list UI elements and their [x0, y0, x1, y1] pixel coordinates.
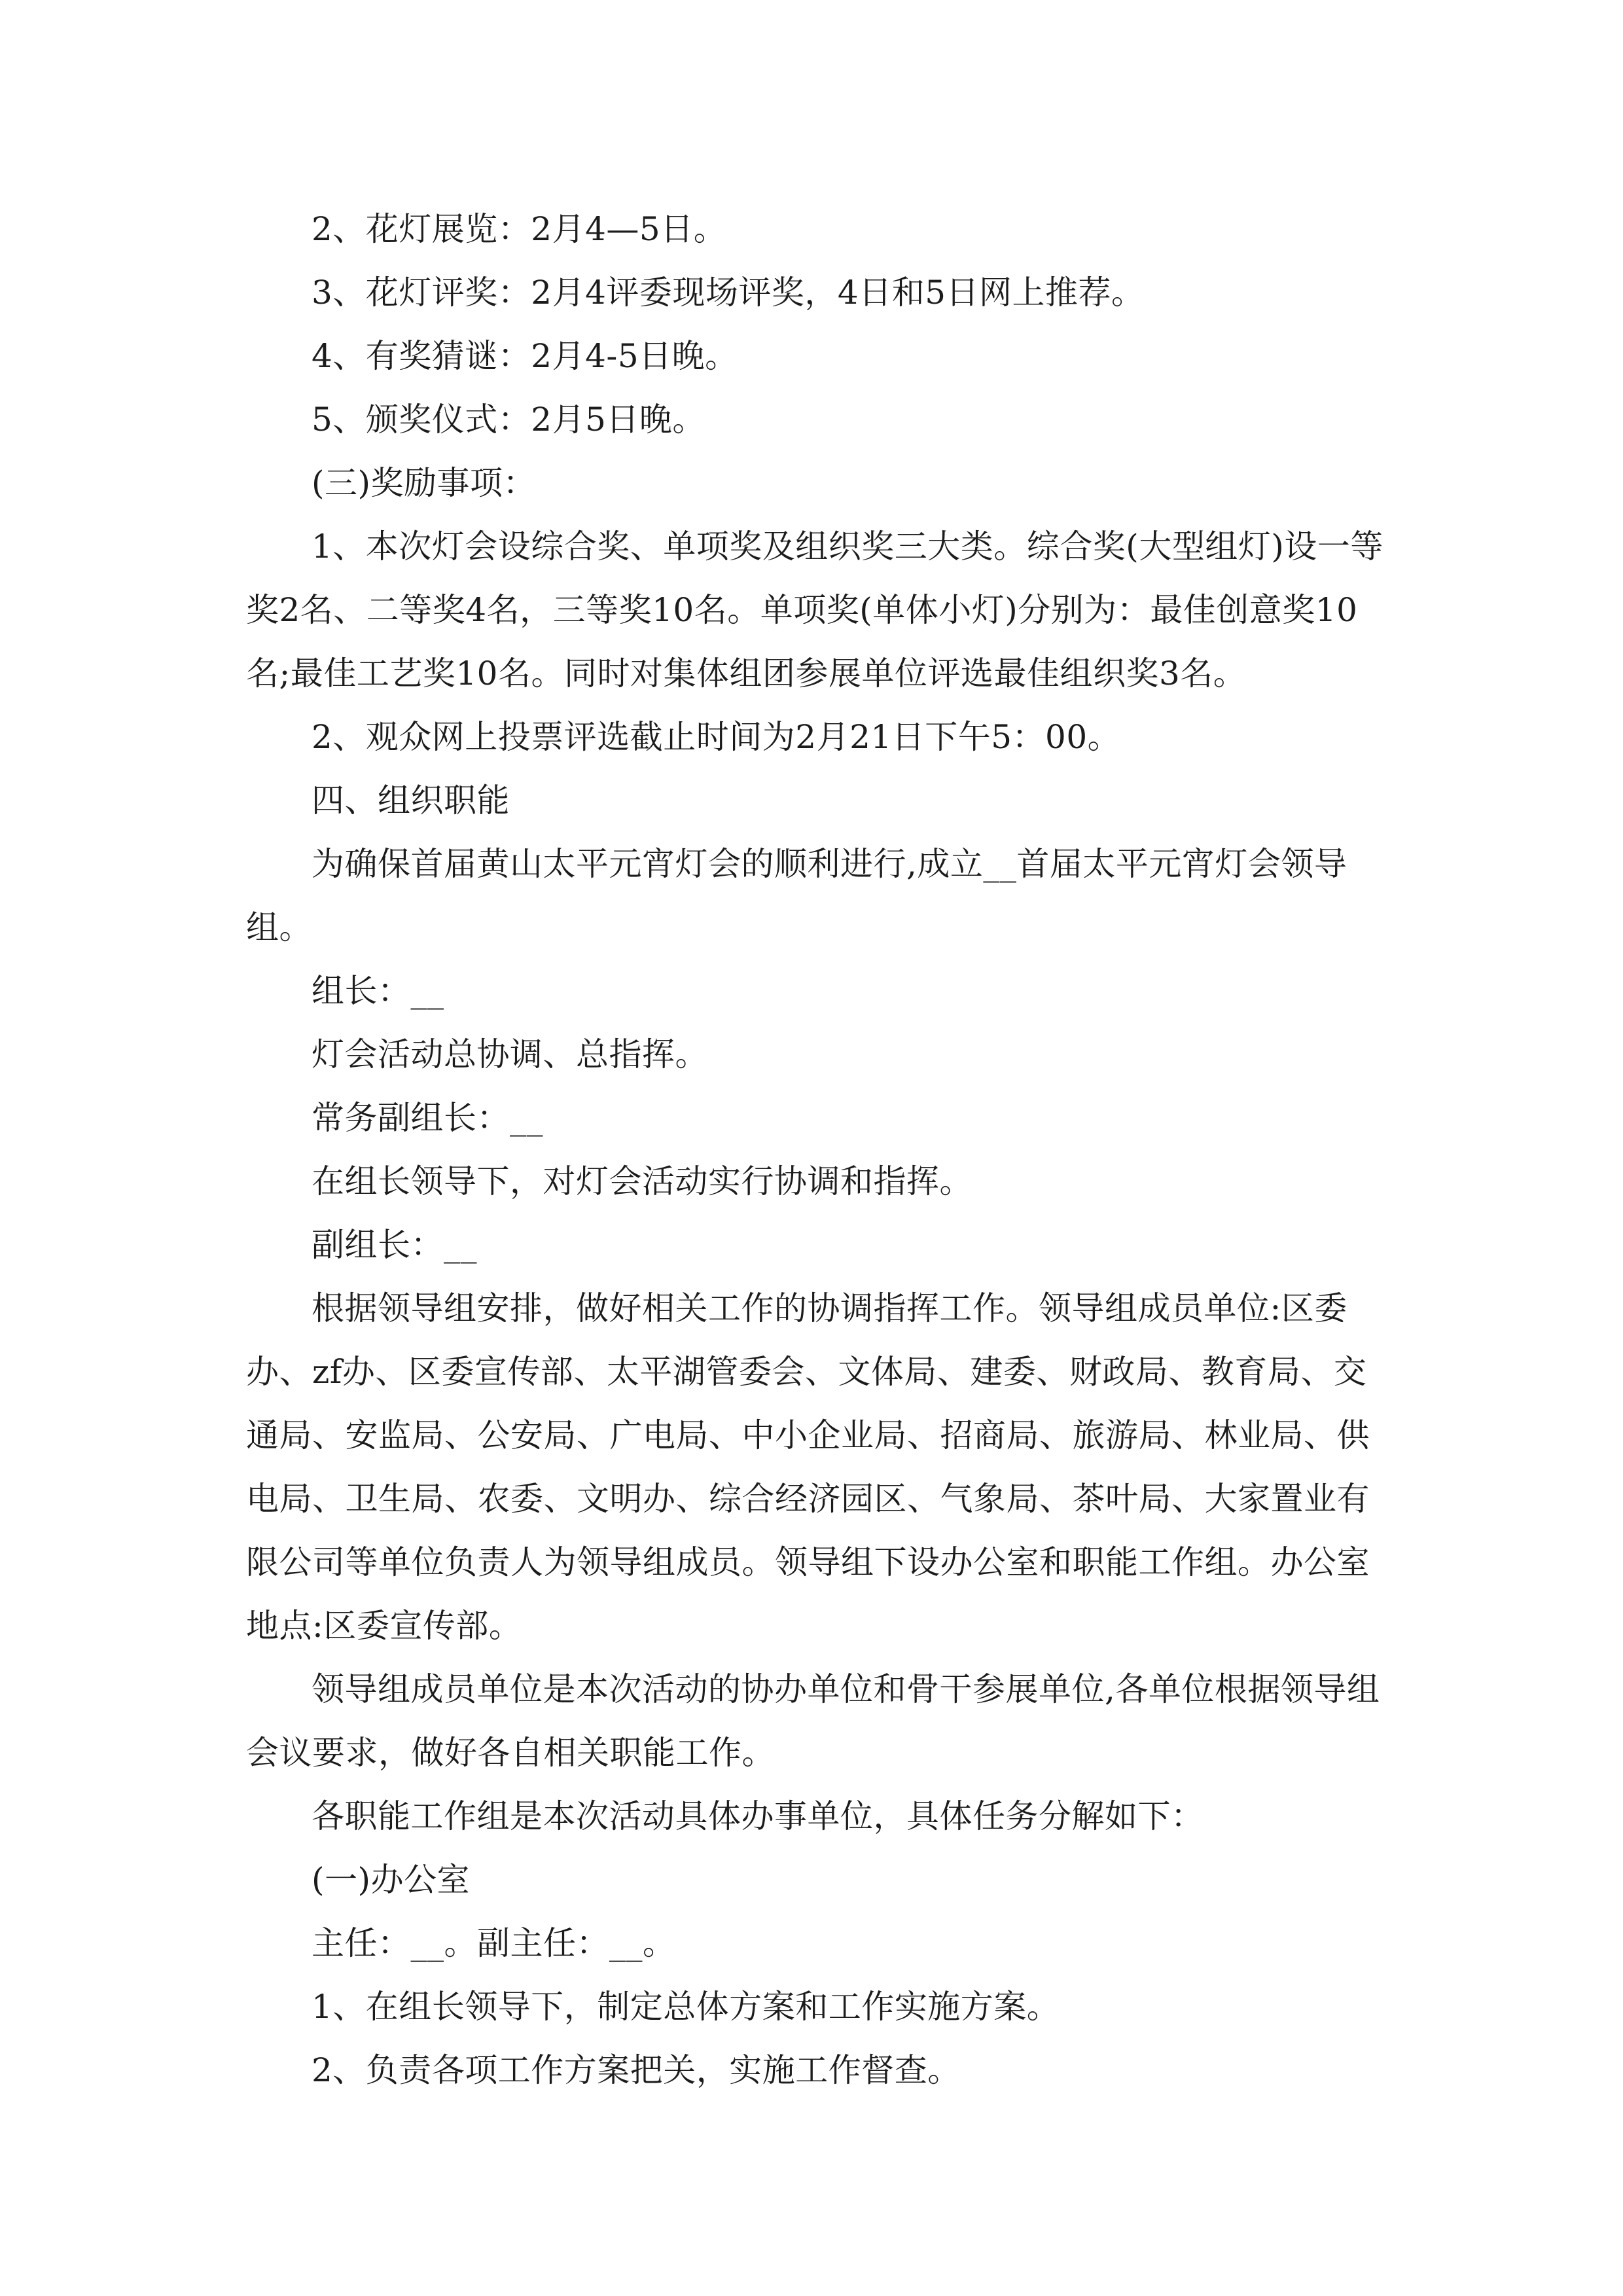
paragraph-award-categories: 1、本次灯会设综合奖、单项奖及组织奖三大类。综合奖(大型组灯)设一等奖2名、二等奖4名，三等奖10名。单项奖(单体小灯)分别为：最佳创意奖10名;最佳工艺奖10名。同时对集体组团参展单位评选最佳组织奖3名。 [246, 528, 1383, 692]
paragraph-office-directors: 主任：__。副主任：__。 [312, 1924, 676, 1962]
paragraph-leadership-group: 为确保首届黄山太平元宵灯会的顺利进行,成立__首届太平元宵灯会领导组。 [246, 845, 1347, 946]
paragraph-judging-date: 3、花灯评奖：2月4评委现场评奖，4日和5日网上推荐。 [312, 274, 1145, 312]
section-heading-office: (一)办公室 [312, 1861, 471, 1899]
paragraph-member-units: 根据领导组安排，做好相关工作的协调指挥工作。领导组成员单位:区委办、zf办、区委宣传部、太平湖管委会、文体局、建委、财政局、教育局、交通局、安监局、公安局、广电局、中小企业局、招商局、旅游局、林业局、供电局、卫生局、农委、文明办、综合经济园区、气象局、茶叶局、大家置业有限公司等单位负责人为领导组成员。领导组下设办公室和职能工作组。办公室地点:区委宣传部。 [246, 1289, 1370, 1645]
paragraph-office-task-1: 1、在组长领导下，制定总体方案和工作实施方案。 [312, 1988, 1060, 2026]
paragraph-deputy-leader: 副组长：__ [312, 1226, 477, 1264]
paragraph-riddle-date: 4、有奖猜谜：2月4-5日晚。 [312, 337, 738, 375]
paragraph-group-leader-duty: 灯会活动总协调、总指挥。 [312, 1035, 708, 1073]
section-heading-awards: (三)奖励事项： [312, 464, 537, 502]
paragraph-exhibition-date: 2、花灯展览：2月4—5日。 [312, 210, 727, 248]
paragraph-office-task-2: 2、负责各项工作方案把关，实施工作督查。 [312, 2051, 961, 2089]
section-heading-organization: 四、组织职能 [312, 781, 510, 819]
paragraph-award-ceremony-date: 5、颁奖仪式：2月5日晚。 [312, 401, 705, 439]
document-body [246, 198, 1395, 2102]
paragraph-executive-deputy-duty: 在组长领导下，对灯会活动实行协调和指挥。 [312, 1162, 972, 1200]
paragraph-working-groups: 各职能工作组是本次活动具体办事单位，具体任务分解如下： [312, 1797, 1204, 1835]
paragraph-member-duties: 领导组成员单位是本次活动的协办单位和骨干参展单位,各单位根据领导组会议要求，做好各自相关职能工作。 [246, 1670, 1380, 1772]
paragraph-group-leader: 组长：__ [312, 972, 444, 1010]
paragraph-executive-deputy: 常务副组长：__ [312, 1099, 543, 1137]
paragraph-voting-deadline: 2、观众网上投票评选截止时间为2月21日下午5：00。 [312, 718, 1121, 756]
